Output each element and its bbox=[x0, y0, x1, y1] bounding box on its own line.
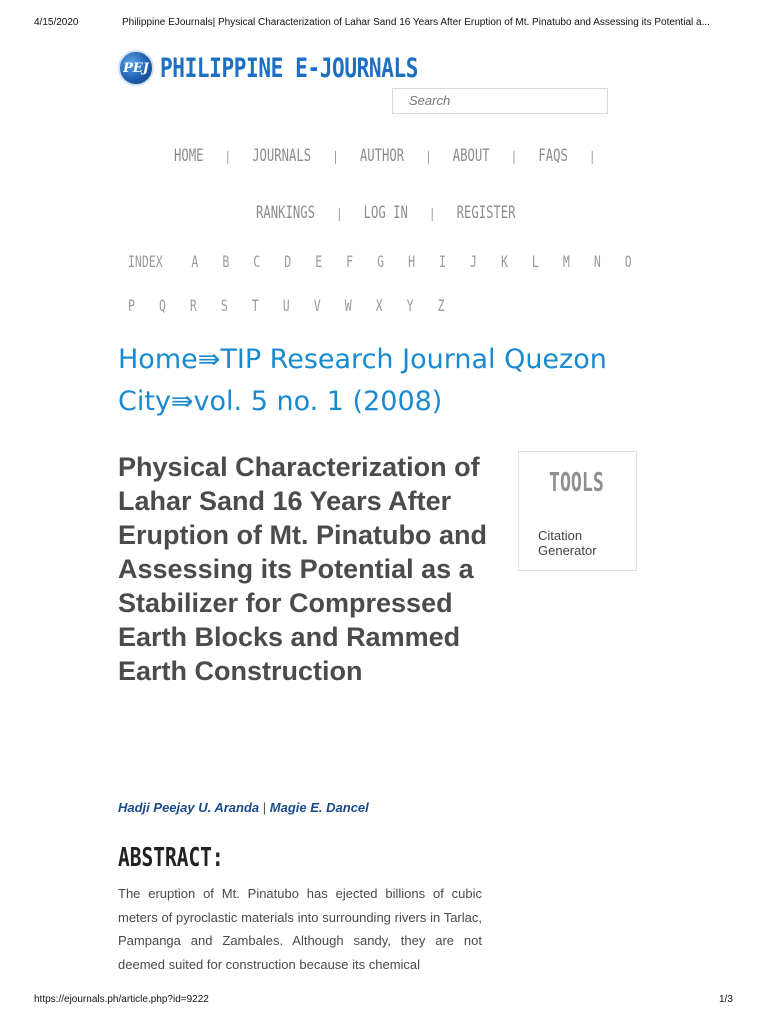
breadcrumb-home[interactable]: Home bbox=[118, 344, 198, 375]
alpha-letter-link[interactable]: Q bbox=[158, 296, 166, 315]
nav-home[interactable]: HOME bbox=[174, 146, 204, 166]
author-link[interactable]: Magie E. Dancel bbox=[269, 800, 369, 815]
main-nav-row1 bbox=[174, 146, 617, 166]
nav-separator: | bbox=[334, 148, 337, 164]
article-title: Physical Characterization of Lahar Sand 16 Years After Eruption of Mt. Pinatubo and Assessing its Potential as a Stabilizer for Compressed Earth Blocks and Rammed Earth Construction bbox=[118, 452, 487, 686]
alpha-index-link[interactable]: INDEX bbox=[128, 252, 163, 271]
abstract-text: The eruption of Mt. Pinatubo has ejected billions of cubic meters of pyroclastic materials into surrounding rivers in Tarlac, Pampanga and Zambales. Although sandy, they are not deemed suited for construction because its chemical bbox=[118, 886, 482, 972]
alpha-letter-link[interactable]: N bbox=[593, 252, 601, 271]
breadcrumb-volume[interactable]: vol. 5 no. 1 (2008) bbox=[193, 386, 443, 417]
tools-panel bbox=[518, 451, 637, 571]
alpha-letter-link[interactable]: B bbox=[222, 252, 230, 271]
alpha-letter-link[interactable]: A bbox=[191, 252, 199, 271]
nav-faqs[interactable]: FAQS bbox=[538, 146, 568, 166]
alpha-letter-link[interactable]: L bbox=[531, 252, 539, 271]
print-page-title: Philippine EJournals| Physical Characterization of Lahar Sand 16 Years After Eruption of Mt. Pinatubo and Assessing its Potential a... bbox=[122, 17, 710, 28]
alpha-letter-link[interactable]: J bbox=[470, 252, 477, 271]
alpha-index-row1 bbox=[128, 252, 656, 271]
alpha-letter-link[interactable]: E bbox=[315, 252, 323, 271]
nav-separator: | bbox=[226, 148, 230, 164]
site-logo[interactable] bbox=[118, 48, 491, 88]
search-input[interactable] bbox=[409, 93, 589, 108]
main-nav-row2 bbox=[256, 203, 516, 223]
alpha-letter-link[interactable]: X bbox=[375, 296, 383, 315]
logo-globe-icon: PEJ bbox=[118, 50, 154, 86]
alpha-letter-link[interactable]: Z bbox=[437, 296, 445, 315]
print-url: https://ejournals.ph/article.php?id=9222 bbox=[34, 994, 209, 1005]
breadcrumb bbox=[118, 339, 678, 423]
alpha-letter-link[interactable]: V bbox=[313, 296, 321, 315]
alpha-letter-link[interactable]: M bbox=[562, 252, 570, 271]
alpha-letter-link[interactable]: D bbox=[284, 252, 292, 271]
alpha-letter-link[interactable]: K bbox=[500, 252, 508, 271]
nav-register[interactable]: REGISTER bbox=[456, 203, 516, 223]
alpha-letter-link[interactable]: G bbox=[377, 252, 385, 271]
author-list bbox=[118, 800, 369, 815]
alpha-index-row2 bbox=[128, 296, 469, 315]
nav-separator: | bbox=[430, 205, 434, 221]
nav-login[interactable]: LOG IN bbox=[363, 203, 408, 223]
nav-journals[interactable]: JOURNALS bbox=[252, 146, 312, 166]
citation-generator-link[interactable]: Citation Generator bbox=[538, 528, 597, 558]
tools-heading: TOOLS bbox=[549, 468, 604, 498]
alpha-letter-link[interactable]: C bbox=[253, 252, 261, 271]
nav-separator: | bbox=[590, 148, 594, 164]
alpha-letter-link[interactable]: I bbox=[439, 252, 446, 271]
nav-separator: | bbox=[338, 205, 341, 221]
alpha-letter-link[interactable]: U bbox=[282, 296, 290, 315]
print-date: 4/15/2020 bbox=[34, 17, 79, 28]
alpha-letter-link[interactable]: S bbox=[220, 296, 228, 315]
nav-about[interactable]: ABOUT bbox=[452, 146, 490, 166]
alpha-letter-link[interactable]: P bbox=[128, 296, 135, 315]
nav-rankings[interactable]: RANKINGS bbox=[256, 203, 315, 223]
site-name: PHILIPPINE E-JOURNALS bbox=[160, 52, 419, 84]
alpha-letter-link[interactable]: W bbox=[344, 296, 352, 315]
author-separator: | bbox=[262, 800, 267, 815]
abstract-heading: ABSTRACT: bbox=[118, 843, 224, 873]
alpha-letter-link[interactable]: Y bbox=[406, 296, 414, 315]
print-page-number: 1/3 bbox=[719, 994, 733, 1005]
search-box[interactable] bbox=[392, 88, 608, 114]
nav-author[interactable]: AUTHOR bbox=[359, 146, 405, 166]
alpha-letter-link[interactable]: T bbox=[251, 296, 259, 315]
breadcrumb-journal[interactable]: TIP Research Journal Quezon City bbox=[118, 344, 607, 417]
alpha-letter-link[interactable]: H bbox=[408, 252, 416, 271]
alpha-letter-link[interactable]: R bbox=[189, 296, 197, 315]
nav-separator: | bbox=[427, 148, 430, 164]
alpha-letter-link[interactable]: O bbox=[624, 252, 632, 271]
nav-separator: | bbox=[512, 148, 516, 164]
breadcrumb-arrow-icon: ⇛ bbox=[197, 344, 221, 375]
alpha-letter-link[interactable]: F bbox=[346, 252, 354, 271]
breadcrumb-arrow-icon: ⇛ bbox=[170, 386, 194, 417]
author-link[interactable]: Hadji Peejay U. Aranda bbox=[118, 800, 260, 815]
